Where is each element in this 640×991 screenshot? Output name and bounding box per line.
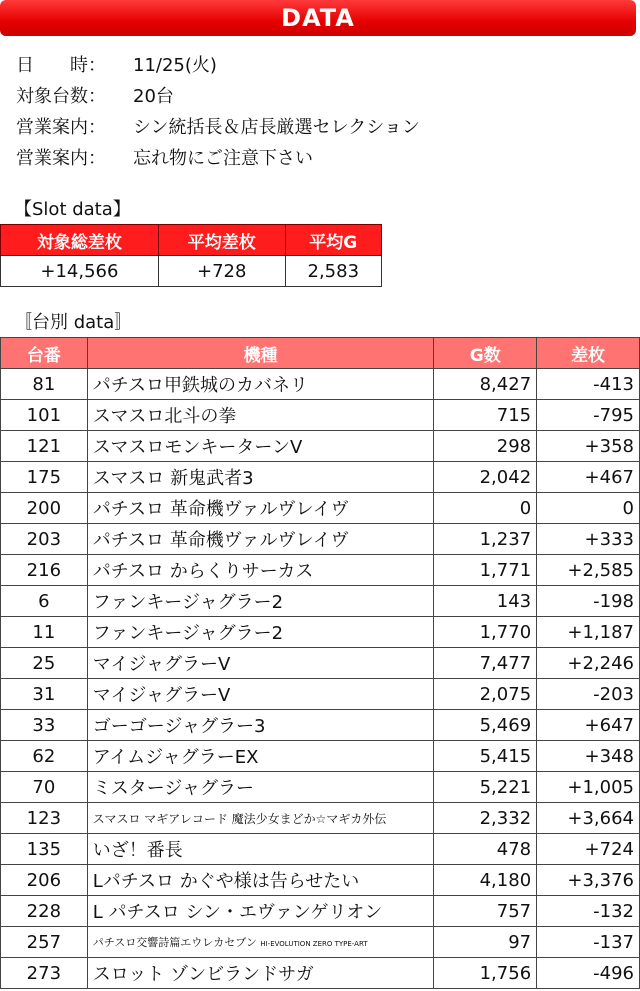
cell-games: 5,469 bbox=[434, 710, 537, 741]
table-row bbox=[1, 741, 640, 772]
machine-name-text: パチスロ交響詩篇エウレカセブン bbox=[92, 936, 257, 949]
machine-name-text: パチスロ甲鉄城のカバネリ bbox=[92, 375, 308, 396]
info-row-notice-2 bbox=[16, 143, 420, 174]
summary-total-diff: +14,566 bbox=[1, 256, 159, 287]
cell-diff: -137 bbox=[537, 927, 640, 958]
cell-diff: +724 bbox=[537, 834, 640, 865]
page-title-banner bbox=[0, 0, 636, 36]
cell-games: 2,042 bbox=[434, 462, 537, 493]
table-row bbox=[1, 462, 640, 493]
cell-machine-name bbox=[87, 617, 434, 648]
cell-machine-name bbox=[87, 679, 434, 710]
table-row bbox=[1, 772, 640, 803]
cell-games: 7,477 bbox=[434, 648, 537, 679]
cell-machine-name bbox=[87, 493, 434, 524]
cell-diff: -198 bbox=[537, 586, 640, 617]
cell-machine-no: 228 bbox=[1, 896, 88, 927]
cell-diff: -413 bbox=[537, 369, 640, 400]
machine-name-text: ゴーゴージャグラー3 bbox=[92, 716, 266, 737]
table-row bbox=[1, 400, 640, 431]
cell-machine-no: 273 bbox=[1, 958, 88, 989]
machine-name-text: いざ！番長 bbox=[92, 840, 183, 861]
machine-table bbox=[0, 337, 640, 989]
cell-machine-no: 81 bbox=[1, 369, 88, 400]
cell-games: 2,332 bbox=[434, 803, 537, 834]
cell-games: 478 bbox=[434, 834, 537, 865]
slot-section-label: 【Slot data】 bbox=[14, 199, 131, 220]
machine-name-text: ファンキージャグラー2 bbox=[92, 592, 284, 613]
table-row bbox=[1, 865, 640, 896]
info-label: 日 時： bbox=[16, 55, 106, 76]
cell-diff: +2,585 bbox=[537, 555, 640, 586]
cell-diff: +1,187 bbox=[537, 617, 640, 648]
cell-games: 143 bbox=[434, 586, 537, 617]
cell-diff: +333 bbox=[537, 524, 640, 555]
machine-name-text: L パチスロ シン・エヴァンゲリオン bbox=[92, 902, 383, 923]
table-row bbox=[1, 896, 640, 927]
cell-diff: 0 bbox=[537, 493, 640, 524]
info-value: 11/25(火) bbox=[133, 55, 217, 76]
cell-machine-no: 101 bbox=[1, 400, 88, 431]
cell-machine-name bbox=[87, 865, 434, 896]
cell-machine-name bbox=[87, 400, 434, 431]
info-label: 営業案内： bbox=[16, 148, 106, 169]
info-value: 20台 bbox=[133, 86, 174, 107]
cell-machine-name bbox=[87, 462, 434, 493]
cell-games: 1,237 bbox=[434, 524, 537, 555]
summary-header-row bbox=[1, 225, 382, 256]
machine-name-text: スマスロモンキーターンV bbox=[92, 437, 303, 458]
machine-name-text: ファンキージャグラー2 bbox=[92, 623, 284, 644]
header-games: G数 bbox=[434, 338, 537, 369]
cell-machine-name bbox=[87, 803, 434, 834]
cell-games: 8,427 bbox=[434, 369, 537, 400]
cell-games: 757 bbox=[434, 896, 537, 927]
cell-machine-name bbox=[87, 741, 434, 772]
cell-machine-name bbox=[87, 648, 434, 679]
cell-machine-no: 25 bbox=[1, 648, 88, 679]
machine-name-text: マイジャグラーV bbox=[92, 685, 231, 706]
cell-games: 4,180 bbox=[434, 865, 537, 896]
machine-header-row bbox=[1, 338, 640, 369]
table-row bbox=[1, 927, 640, 958]
table-row bbox=[1, 803, 640, 834]
cell-games: 5,221 bbox=[434, 772, 537, 803]
cell-machine-name bbox=[87, 927, 434, 958]
cell-diff: -496 bbox=[537, 958, 640, 989]
cell-machine-name bbox=[87, 431, 434, 462]
info-label: 対象台数： bbox=[16, 86, 106, 107]
cell-machine-name bbox=[87, 524, 434, 555]
info-value: 忘れ物にご注意下さい bbox=[133, 148, 313, 169]
slot-summary-table bbox=[0, 224, 382, 287]
cell-machine-no: 62 bbox=[1, 741, 88, 772]
summary-avg-diff: +728 bbox=[158, 256, 285, 287]
cell-diff: -132 bbox=[537, 896, 640, 927]
header-machine-name: 機種 bbox=[87, 338, 434, 369]
info-value: シン統括長＆店長厳選セレクション bbox=[133, 117, 420, 138]
cell-machine-no: 33 bbox=[1, 710, 88, 741]
cell-diff: -795 bbox=[537, 400, 640, 431]
table-row bbox=[1, 493, 640, 524]
machine-section-label: 〚台別 data〛 bbox=[14, 312, 133, 333]
cell-machine-name bbox=[87, 710, 434, 741]
machine-name-text: パチスロ 革命機ヴァルヴレイヴ bbox=[92, 530, 349, 551]
header-machine-no: 台番 bbox=[1, 338, 88, 369]
table-row bbox=[1, 617, 640, 648]
machine-name-text: パチスロ からくりサーカス bbox=[92, 561, 314, 582]
cell-games: 0 bbox=[434, 493, 537, 524]
cell-machine-no: 11 bbox=[1, 617, 88, 648]
cell-machine-name bbox=[87, 369, 434, 400]
machine-name-text: Lパチスロ かぐや様は告らせたい bbox=[92, 871, 360, 892]
cell-machine-no: 257 bbox=[1, 927, 88, 958]
machine-name-text: マイジャグラーV bbox=[92, 654, 231, 675]
cell-machine-name bbox=[87, 896, 434, 927]
cell-machine-no: 6 bbox=[1, 586, 88, 617]
summary-header-total-diff: 対象総差枚 bbox=[1, 225, 159, 256]
cell-diff: +3,664 bbox=[537, 803, 640, 834]
cell-games: 2,075 bbox=[434, 679, 537, 710]
cell-diff: +467 bbox=[537, 462, 640, 493]
cell-diff: +647 bbox=[537, 710, 640, 741]
info-row-date bbox=[16, 50, 420, 81]
cell-machine-no: 31 bbox=[1, 679, 88, 710]
table-row bbox=[1, 524, 640, 555]
table-row bbox=[1, 648, 640, 679]
machine-name-text: アイムジャグラーEX bbox=[92, 747, 259, 768]
summary-header-avg-diff: 平均差枚 bbox=[158, 225, 285, 256]
info-block bbox=[16, 50, 420, 174]
table-row bbox=[1, 834, 640, 865]
cell-games: 1,771 bbox=[434, 555, 537, 586]
machine-rows bbox=[1, 369, 640, 989]
machine-name-text: スマスロ北斗の拳 bbox=[92, 406, 237, 427]
table-row bbox=[1, 586, 640, 617]
cell-diff: -203 bbox=[537, 679, 640, 710]
machine-name-suffix: HI-EVOLUTION ZERO TYPE-ART bbox=[260, 940, 368, 948]
cell-diff: +1,005 bbox=[537, 772, 640, 803]
cell-games: 1,770 bbox=[434, 617, 537, 648]
cell-machine-no: 70 bbox=[1, 772, 88, 803]
page-title: DATA bbox=[281, 4, 355, 32]
cell-machine-name bbox=[87, 772, 434, 803]
summary-value-row bbox=[1, 256, 382, 287]
cell-games: 715 bbox=[434, 400, 537, 431]
table-row bbox=[1, 431, 640, 462]
machine-name-text: スマスロ マギアレコード 魔法少女まどか☆マギカ外伝 bbox=[92, 811, 387, 826]
cell-machine-no: 200 bbox=[1, 493, 88, 524]
machine-name-text: スマスロ 新鬼武者3 bbox=[92, 468, 254, 489]
cell-machine-no: 216 bbox=[1, 555, 88, 586]
table-row bbox=[1, 710, 640, 741]
machine-name-text: スロット ゾンビランドサガ bbox=[92, 964, 314, 985]
table-row bbox=[1, 555, 640, 586]
cell-machine-no: 123 bbox=[1, 803, 88, 834]
info-row-notice-1 bbox=[16, 112, 420, 143]
cell-machine-name bbox=[87, 586, 434, 617]
info-row-count bbox=[16, 81, 420, 112]
cell-machine-no: 121 bbox=[1, 431, 88, 462]
summary-avg-games: 2,583 bbox=[285, 256, 381, 287]
table-row bbox=[1, 679, 640, 710]
cell-machine-name bbox=[87, 555, 434, 586]
cell-games: 5,415 bbox=[434, 741, 537, 772]
cell-diff: +348 bbox=[537, 741, 640, 772]
cell-machine-no: 175 bbox=[1, 462, 88, 493]
info-label: 営業案内： bbox=[16, 117, 106, 138]
table-row bbox=[1, 958, 640, 989]
summary-header-avg-games: 平均G bbox=[285, 225, 381, 256]
cell-machine-name bbox=[87, 958, 434, 989]
cell-games: 97 bbox=[434, 927, 537, 958]
cell-machine-no: 206 bbox=[1, 865, 88, 896]
cell-diff: +358 bbox=[537, 431, 640, 462]
cell-diff: +3,376 bbox=[537, 865, 640, 896]
cell-games: 1,756 bbox=[434, 958, 537, 989]
cell-machine-no: 203 bbox=[1, 524, 88, 555]
cell-games: 298 bbox=[434, 431, 537, 462]
cell-machine-name bbox=[87, 834, 434, 865]
machine-name-text: ミスタージャグラー bbox=[92, 778, 254, 799]
machine-name-text: パチスロ 革命機ヴァルヴレイヴ bbox=[92, 499, 349, 520]
header-diff: 差枚 bbox=[537, 338, 640, 369]
cell-machine-no: 135 bbox=[1, 834, 88, 865]
cell-diff: +2,246 bbox=[537, 648, 640, 679]
table-row bbox=[1, 369, 640, 400]
